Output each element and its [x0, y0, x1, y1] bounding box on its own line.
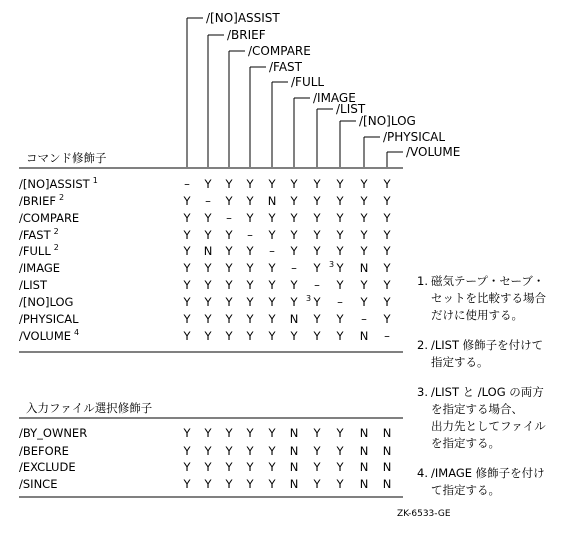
footnote-line: 磁気テープ・セーブ・: [431, 274, 545, 288]
input-section-title: 入力ファイル選択修飾子: [26, 401, 153, 415]
command-cell-compare-image: Y: [290, 211, 298, 225]
footnote-line: て指定する。: [431, 483, 500, 497]
input-cell-before-compare: Y: [225, 444, 233, 458]
input-row-label-by-owner: /BY_OWNER: [19, 426, 88, 440]
input-cell-before-no-log: Y: [336, 444, 344, 458]
command-cell-fast-image: Y: [290, 228, 298, 242]
command-cell-volume-physical: N: [359, 329, 369, 343]
command-cell-full-physical: Y: [360, 244, 368, 258]
input-cell-before-image: N: [289, 444, 299, 458]
input-cell-before-physical: N: [359, 444, 369, 458]
footnote-line: を指定する。: [431, 436, 500, 450]
command-cell-no-assist-compare: Y: [225, 177, 233, 191]
footnote-line: を指定する場合、: [431, 402, 523, 416]
command-cell-physical-volume: Y: [383, 312, 391, 326]
column-header-volume: /VOLUME: [406, 145, 461, 159]
footnote-number: 1.: [417, 274, 428, 288]
input-cell-since-fast: Y: [246, 477, 254, 491]
input-cell-exclude-image: N: [289, 460, 299, 474]
command-cell-fast-full: Y: [268, 228, 276, 242]
command-cell-full-volume: Y: [383, 244, 391, 258]
command-cell-no-assist-volume: Y: [383, 177, 391, 191]
footnote-line: /LIST と /LOG の両方: [431, 385, 544, 399]
command-cell-physical-compare: Y: [225, 312, 233, 326]
command-cell-physical-brief: Y: [204, 312, 212, 326]
column-header-compare: /COMPARE: [248, 44, 311, 58]
command-cell-full-compare: Y: [225, 244, 233, 258]
footnote-line: 出力先としてファイル: [431, 419, 546, 433]
command-row-footnote-ref-full: 2: [53, 243, 59, 252]
footnote-line: /LIST 修飾子を付けて: [431, 338, 544, 352]
footnote-list: [417, 274, 546, 497]
input-selection-qualifier-table: [19, 426, 391, 491]
command-cell-no-assist-image: Y: [290, 177, 298, 191]
command-cell-list-compare: Y: [225, 278, 233, 292]
command-cell-physical-no-assist: Y: [183, 312, 191, 326]
command-cell-image-no-log: Y: [336, 261, 344, 275]
input-cell-since-brief: Y: [204, 477, 212, 491]
command-cell-image-brief: Y: [204, 261, 212, 275]
command-cell-volume-volume: –: [384, 329, 390, 343]
command-cell-image-physical: N: [359, 261, 369, 275]
input-cell-since-no-log: Y: [336, 477, 344, 491]
command-cell-no-log-volume: Y: [383, 295, 391, 309]
command-row-label-full: /FULL: [19, 244, 51, 258]
command-cell-compare-fast: Y: [246, 211, 254, 225]
column-header-physical: /PHYSICAL: [383, 130, 446, 144]
command-cell-fast-volume: Y: [383, 228, 391, 242]
column-header-brief: /BRIEF: [227, 28, 266, 42]
footnote-line: /IMAGE 修飾子を付け: [431, 466, 545, 480]
command-cell-no-log-physical: Y: [360, 295, 368, 309]
command-cell-list-volume: Y: [383, 278, 391, 292]
input-cell-since-physical: N: [359, 477, 369, 491]
command-cell-fast-physical: Y: [360, 228, 368, 242]
command-cell-compare-volume: Y: [383, 211, 391, 225]
command-cell-fast-list: Y: [313, 228, 321, 242]
command-cell-no-assist-physical: Y: [360, 177, 368, 191]
command-row-label-image: /IMAGE: [19, 261, 61, 275]
command-cell-no-log-brief: Y: [204, 295, 212, 309]
command-cell-no-log-list: Y: [313, 295, 321, 309]
input-cell-exclude-list: Y: [313, 460, 321, 474]
input-row-label-before: /BEFORE: [19, 444, 69, 458]
column-header-group: [187, 11, 460, 167]
input-cell-since-full: Y: [268, 477, 276, 491]
footnote-line: だけに使用する。: [431, 308, 523, 322]
command-cell-image-volume: Y: [383, 261, 391, 275]
input-cell-exclude-no-assist: Y: [183, 460, 191, 474]
command-cell-no-assist-list: Y: [313, 177, 321, 191]
command-cell-brief-list: Y: [313, 194, 321, 208]
command-row-footnote-ref-brief: 2: [59, 193, 65, 202]
command-row-footnote-ref-no-assist: 1: [92, 176, 98, 185]
command-row-label-no-log: /[NO]LOG: [19, 295, 74, 309]
command-cell-image-compare: Y: [225, 261, 233, 275]
command-cell-no-assist-no-assist: –: [184, 177, 190, 191]
input-cell-exclude-no-log: Y: [336, 460, 344, 474]
command-cell-volume-compare: Y: [225, 329, 233, 343]
command-cell-fast-no-assist: Y: [183, 228, 191, 242]
command-cell-fast-no-log: Y: [336, 228, 344, 242]
command-cell-list-full: Y: [268, 278, 276, 292]
command-cell-full-no-assist: Y: [183, 244, 191, 258]
input-cell-exclude-full: Y: [268, 460, 276, 474]
input-cell-by-owner-volume: N: [382, 426, 392, 440]
input-cell-since-no-assist: Y: [183, 477, 191, 491]
command-cell-physical-full: Y: [268, 312, 276, 326]
command-cell-full-fast: Y: [246, 244, 254, 258]
command-cell-brief-image: Y: [290, 194, 298, 208]
input-row-label-exclude: /EXCLUDE: [19, 460, 76, 474]
command-cell-list-no-assist: Y: [183, 278, 191, 292]
input-cell-by-owner-fast: Y: [246, 426, 254, 440]
input-cell-before-no-assist: Y: [183, 444, 191, 458]
input-cell-since-volume: N: [382, 477, 392, 491]
command-cell-physical-image: N: [289, 312, 299, 326]
command-cell-physical-fast: Y: [246, 312, 254, 326]
command-cell-no-log-no-assist: Y: [183, 295, 191, 309]
input-cell-by-owner-list: Y: [313, 426, 321, 440]
command-cell-no-assist-brief: Y: [204, 177, 212, 191]
command-cell-no-assist-full: Y: [268, 177, 276, 191]
command-cell-image-full: Y: [268, 261, 276, 275]
column-header-no-log: /[NO]LOG: [359, 114, 416, 128]
input-row-label-since: /SINCE: [19, 477, 58, 491]
command-cell-fast-compare: Y: [225, 228, 233, 242]
column-header-no-assist: /[NO]ASSIST: [206, 11, 280, 25]
command-cell-compare-physical: Y: [360, 211, 368, 225]
command-qualifier-table: [19, 176, 391, 343]
input-cell-before-brief: Y: [204, 444, 212, 458]
command-cell-physical-list: Y: [313, 312, 321, 326]
column-header-full: /FULL: [291, 75, 325, 89]
input-cell-before-full: Y: [268, 444, 276, 458]
command-row-label-fast: /FAST: [19, 228, 51, 242]
command-cell-no-log-full: Y: [268, 295, 276, 309]
input-cell-before-volume: N: [382, 444, 392, 458]
command-cell-list-physical: Y: [360, 278, 368, 292]
command-cell-full-image: Y: [290, 244, 298, 258]
command-row-footnote-ref-volume: 4: [74, 328, 80, 337]
command-cell-brief-compare: Y: [225, 194, 233, 208]
command-cell-no-log-fast: Y: [246, 295, 254, 309]
command-cell-brief-brief: –: [205, 194, 211, 208]
command-cell-list-fast: Y: [246, 278, 254, 292]
footnote-line: 指定する。: [431, 355, 489, 369]
column-header-list: /LIST: [336, 102, 366, 116]
command-cell-compare-no-assist: Y: [183, 211, 191, 225]
command-cell-no-log-image: Y: [290, 295, 298, 309]
footnote-line: セットを比較する場合: [431, 291, 546, 305]
command-cell-full-no-log: Y: [336, 244, 344, 258]
command-cell-image-image: –: [291, 261, 297, 275]
command-cell-image-list: Y: [313, 261, 321, 275]
command-cell-brief-physical: Y: [360, 194, 368, 208]
input-cell-by-owner-brief: Y: [204, 426, 212, 440]
input-cell-by-owner-compare: Y: [225, 426, 233, 440]
command-cell-compare-full: Y: [268, 211, 276, 225]
command-cell-physical-no-log: Y: [336, 312, 344, 326]
input-cell-exclude-physical: N: [359, 460, 369, 474]
input-cell-exclude-fast: Y: [246, 460, 254, 474]
input-cell-exclude-brief: Y: [204, 460, 212, 474]
cell-footnote-ref: 3: [306, 294, 312, 303]
command-cell-volume-full: Y: [268, 329, 276, 343]
footnote-number: 2.: [417, 338, 428, 352]
command-row-footnote-ref-fast: 2: [53, 227, 59, 236]
command-cell-list-no-log: Y: [336, 278, 344, 292]
command-cell-volume-fast: Y: [246, 329, 254, 343]
input-cell-by-owner-no-assist: Y: [183, 426, 191, 440]
command-row-label-physical: /PHYSICAL: [19, 312, 79, 326]
command-cell-full-full: –: [269, 244, 275, 258]
command-cell-no-log-compare: Y: [225, 295, 233, 309]
footnote-number: 4.: [417, 466, 428, 480]
input-cell-before-list: Y: [313, 444, 321, 458]
command-cell-brief-no-assist: Y: [183, 194, 191, 208]
input-cell-by-owner-full: Y: [268, 426, 276, 440]
command-cell-compare-brief: Y: [204, 211, 212, 225]
cell-footnote-ref: 3: [329, 260, 335, 269]
command-cell-list-list: –: [314, 278, 320, 292]
command-cell-fast-fast: –: [247, 228, 253, 242]
command-cell-brief-volume: Y: [383, 194, 391, 208]
command-cell-brief-no-log: Y: [336, 194, 344, 208]
command-cell-brief-fast: Y: [246, 194, 254, 208]
command-section-title: コマンド修飾子: [26, 151, 107, 165]
command-cell-brief-full: N: [267, 194, 277, 208]
input-cell-since-list: Y: [313, 477, 321, 491]
command-cell-fast-brief: Y: [204, 228, 212, 242]
figure-code: ZK-6533-GE: [397, 509, 451, 519]
footnote-number: 3.: [417, 385, 428, 399]
command-cell-volume-brief: Y: [204, 329, 212, 343]
input-cell-by-owner-physical: N: [359, 426, 369, 440]
command-cell-physical-physical: –: [361, 312, 367, 326]
input-cell-exclude-compare: Y: [225, 460, 233, 474]
command-cell-no-log-no-log: –: [337, 295, 343, 309]
command-cell-full-list: Y: [313, 244, 321, 258]
command-cell-image-fast: Y: [246, 261, 254, 275]
command-cell-compare-no-log: Y: [336, 211, 344, 225]
input-cell-since-compare: Y: [225, 477, 233, 491]
command-cell-volume-image: Y: [290, 329, 298, 343]
command-row-label-volume: /VOLUME: [19, 329, 72, 343]
command-cell-image-no-assist: Y: [183, 261, 191, 275]
input-cell-since-image: N: [289, 477, 299, 491]
command-cell-compare-compare: –: [226, 211, 232, 225]
command-cell-volume-list: Y: [313, 329, 321, 343]
input-cell-by-owner-image: N: [289, 426, 299, 440]
command-cell-list-image: Y: [290, 278, 298, 292]
column-header-image: /IMAGE: [313, 91, 356, 105]
command-row-label-brief: /BRIEF: [19, 194, 57, 208]
command-row-label-no-assist: /[NO]ASSIST: [19, 177, 90, 191]
command-cell-volume-no-log: Y: [336, 329, 344, 343]
command-cell-compare-list: Y: [313, 211, 321, 225]
command-row-label-compare: /COMPARE: [19, 211, 80, 225]
command-cell-list-brief: Y: [204, 278, 212, 292]
command-cell-full-brief: N: [203, 244, 213, 258]
input-cell-exclude-volume: N: [382, 460, 392, 474]
command-cell-volume-no-assist: Y: [183, 329, 191, 343]
command-cell-no-assist-no-log: Y: [336, 177, 344, 191]
input-cell-before-fast: Y: [246, 444, 254, 458]
command-cell-no-assist-fast: Y: [246, 177, 254, 191]
input-cell-by-owner-no-log: Y: [336, 426, 344, 440]
column-header-fast: /FAST: [269, 60, 302, 74]
command-row-label-list: /LIST: [19, 278, 47, 292]
